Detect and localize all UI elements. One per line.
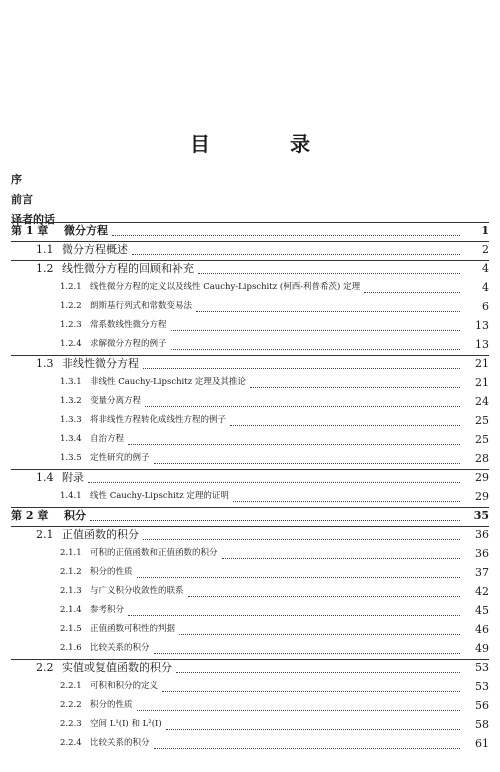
toc-entry-title: 积分: [64, 509, 86, 522]
toc-rule: [11, 659, 489, 660]
dot-leader: [196, 292, 460, 312]
toc-entry-number: 2.1.1: [60, 548, 82, 558]
toc-entry-page: 13: [475, 319, 489, 332]
toc-entry-number: 1.3.1: [60, 377, 82, 387]
dot-leader: [132, 235, 460, 255]
toc-entry-number: 1.4.1: [60, 491, 82, 501]
toc-entry-number: 2.2.3: [60, 719, 82, 729]
toc-entry-number: 2.2: [36, 661, 54, 674]
dot-leader: [154, 444, 460, 464]
toc-entry-number: 2.1.3: [60, 586, 82, 596]
dot-leader: [364, 273, 460, 293]
toc-rule: [11, 526, 489, 527]
toc-entry-page: 21: [475, 376, 489, 389]
toc-subsection-row[interactable]: [0, 734, 500, 753]
toc-entry-page: 37: [475, 566, 489, 579]
toc-entry-number: 1.3: [36, 357, 54, 370]
toc-entry-number: 1.3.4: [60, 434, 82, 444]
toc-entry-page: 2: [482, 243, 489, 256]
dot-leader: [233, 482, 460, 502]
toc-entry-page: 58: [475, 718, 489, 731]
toc-entry-number: 2.1.4: [60, 605, 82, 615]
dot-leader: [250, 368, 460, 388]
toc-entry-page: 45: [475, 604, 489, 617]
dot-leader: [88, 463, 460, 483]
toc-entry-title: 空间 L¹(I) 和 L²(I): [90, 719, 162, 729]
toc-entry-number: 1.2.1: [60, 282, 82, 292]
toc-entry-page: 36: [475, 547, 489, 560]
dot-leader: [179, 615, 460, 635]
toc-entry-title: 可积的正值函数和正值函数的积分: [90, 548, 218, 558]
toc-entry-title: 与广义积分收敛性的联系: [90, 586, 184, 596]
toc-entry-number: 1.2.2: [60, 301, 82, 311]
toc-entry-number: 2.2.2: [60, 700, 82, 710]
toc-entry-number: 1.2: [36, 262, 54, 275]
toc-entry-title: 积分的性质: [90, 700, 133, 710]
toc-entry-page: 56: [475, 699, 489, 712]
toc-entry-title: 参考积分: [90, 605, 125, 615]
toc-entry-title: 比较关系的积分: [90, 738, 150, 748]
dot-leader: [171, 330, 460, 350]
toc-entry-page: 46: [475, 623, 489, 636]
toc-entry-page: 1: [481, 224, 489, 237]
toc-entry-page: 29: [475, 490, 489, 503]
dot-leader: [162, 672, 460, 692]
toc-entry-page: 53: [475, 680, 489, 693]
toc-entry-title: 常系数线性微分方程: [90, 320, 167, 330]
dot-leader: [188, 577, 460, 597]
dot-leader: [166, 710, 460, 730]
toc-entry-number: 第 1 章: [11, 224, 49, 237]
toc-entry-number: 2.2.1: [60, 681, 82, 691]
toc-rule: [11, 260, 489, 261]
toc-entry-page: 49: [475, 642, 489, 655]
toc-entry-title: 积分的性质: [90, 567, 133, 577]
front-matter-item: 译者的话: [11, 213, 55, 226]
toc-entry-title: 定性研究的例子: [90, 453, 150, 463]
toc-entry-number: 2.1.2: [60, 567, 82, 577]
toc-entry-number: 1.1: [36, 243, 54, 256]
toc-entry-page: 21: [475, 357, 489, 370]
dot-leader: [198, 254, 460, 274]
toc-entry-title: 求解微分方程的例子: [90, 339, 167, 349]
toc-entry-page: 4: [482, 262, 489, 275]
dot-leader: [230, 406, 460, 426]
toc-entry-title: 非线性微分方程: [62, 357, 139, 370]
toc-entry-number: 1.3.3: [60, 415, 82, 425]
toc-entry-title: 自治方程: [90, 434, 125, 444]
toc-entry-page: 13: [475, 338, 489, 351]
toc-entry-title: 线性微分方程的定义以及线性 Cauchy-Lipschitz (柯西-利普希茨) 定理: [90, 282, 361, 292]
front-matter-item: 前言: [11, 193, 33, 206]
dot-leader: [137, 691, 460, 711]
dot-leader: [137, 558, 460, 578]
toc-entry-number: 1.3.2: [60, 396, 82, 406]
front-matter-item: 序: [11, 173, 22, 186]
toc-entry-title: 附录: [62, 471, 84, 484]
toc-entry-title: 朗斯基行列式和常数变易法: [90, 301, 193, 311]
toc-entry-page: 29: [475, 471, 489, 484]
toc-rule: [11, 469, 489, 470]
toc-entry-title: 比较关系的积分: [90, 643, 150, 653]
toc-entry-number: 2.1: [36, 528, 54, 541]
toc-entry-title: 微分方程概述: [62, 243, 128, 256]
dot-leader: [128, 596, 460, 616]
toc-entry-number: 2.1.6: [60, 643, 82, 653]
toc-entry-title: 正值函数可积性的判据: [90, 624, 176, 634]
toc-entry-page: 53: [475, 661, 489, 674]
toc-rule: [11, 355, 489, 356]
toc-entry-page: 42: [475, 585, 489, 598]
toc-entry-page: 25: [475, 414, 489, 427]
toc-entry-number: 1.3.5: [60, 453, 82, 463]
dot-leader: [222, 539, 460, 559]
toc-entry-page: 36: [475, 528, 489, 541]
dot-leader: [112, 216, 460, 236]
toc-rule: [11, 241, 489, 242]
toc-entry-title: 线性 Cauchy-Lipschitz 定理的证明: [90, 491, 229, 501]
toc-rule: [11, 507, 489, 508]
dot-leader: [154, 634, 460, 654]
dot-leader: [176, 653, 460, 673]
toc-entry-title: 可积和积分的定义: [90, 681, 159, 691]
toc-entry-number: 1.2.3: [60, 320, 82, 330]
toc-entry-number: 第 2 章: [11, 509, 49, 522]
dot-leader: [90, 501, 460, 521]
toc-entry-title: 将非线性方程转化成线性方程的例子: [90, 415, 227, 425]
dot-leader: [171, 311, 460, 331]
toc-entry-title: 微分方程: [64, 224, 108, 237]
dot-leader: [143, 520, 460, 540]
toc-entry-page: 4: [482, 281, 489, 294]
dot-leader: [154, 729, 460, 749]
dot-leader: [145, 387, 460, 407]
dot-leader: [143, 349, 460, 369]
toc-entry-title: 实值或复值函数的积分: [62, 661, 172, 674]
toc-entry-page: 6: [482, 300, 489, 313]
dot-leader: [128, 425, 460, 445]
toc-entry-page: 25: [475, 433, 489, 446]
toc-rule: [11, 222, 489, 223]
toc-entry-page: 24: [475, 395, 489, 408]
toc-entry-number: 2.1.5: [60, 624, 82, 634]
toc-entry-number: 2.2.4: [60, 738, 82, 748]
page-title: 目 录: [190, 132, 340, 156]
toc-entry-title: 正值函数的积分: [62, 528, 139, 541]
toc-entry-page: 61: [475, 737, 489, 750]
toc-entry-number: 1.2.4: [60, 339, 82, 349]
toc-entry-page: 28: [475, 452, 489, 465]
toc-entry-title: 线性微分方程的回顾和补充: [62, 262, 194, 275]
toc-entry-page: 35: [473, 509, 489, 522]
toc-entry-number: 1.4: [36, 471, 54, 484]
toc-entry-title: 非线性 Cauchy-Lipschitz 定理及其推论: [90, 377, 246, 387]
toc-entry-title: 变量分离方程: [90, 396, 142, 406]
